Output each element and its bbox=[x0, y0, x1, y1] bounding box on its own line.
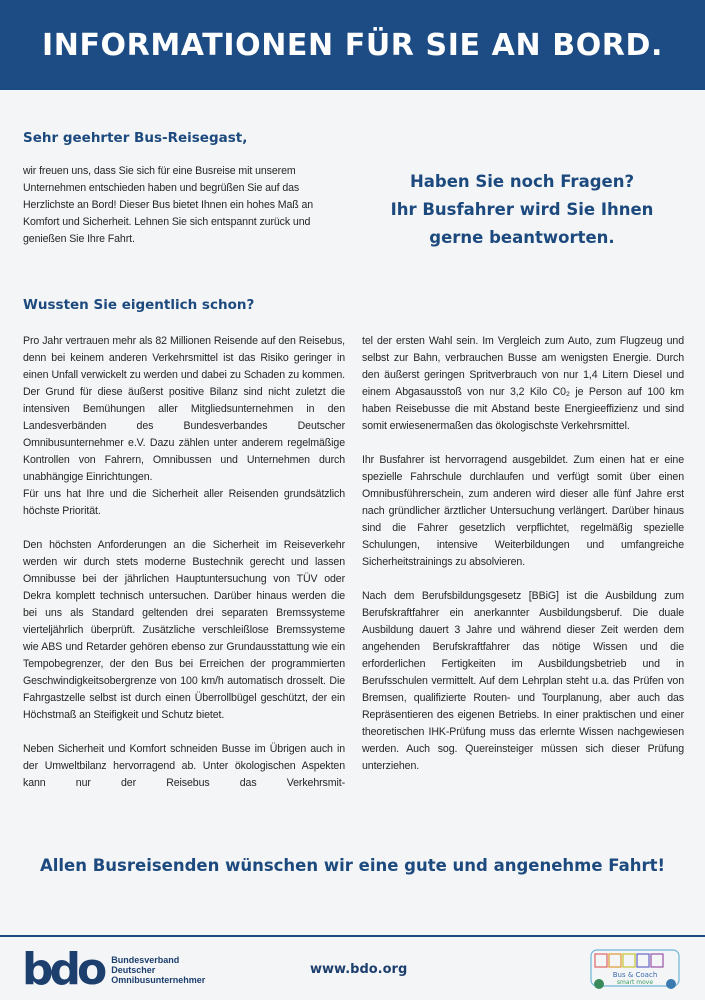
callout-line: Haben Sie noch Fragen? bbox=[409, 172, 635, 191]
questions-callout bbox=[372, 168, 672, 252]
org-name-line: Omnibusunternehmer bbox=[111, 975, 206, 985]
callout-line: Ihr Busfahrer wird Sie Ihnen bbox=[390, 200, 654, 219]
facts-right-column bbox=[362, 333, 684, 775]
page-title: INFORMATIONEN FÜR SIE AN BORD. bbox=[41, 28, 664, 63]
facts-left-column bbox=[23, 333, 345, 792]
footer-divider bbox=[0, 935, 705, 937]
paragraph: Pro Jahr vertrauen mehr als 82 Millionen Reisende auf den Reisebus, denn bei keinem anderen Verkehrsmittel ist das Risiko geringer in einen Unfall verwickelt zu werden und dabei zu Schaden zu kommen. Der Grund für diese äußerst positive Bilanz sind nicht zuletzt die intensiven Bemühungen aller Mitgliedsunternehmen in den Landesverbänden des Bundesverbandes Deutscher Omnibusunternehmer e.V. Dazu zählen unter anderem regelmäßige Kontrollen von Fahrern, Omnibussen und Unternehmen durch unabhängige Einrichtungen. bbox=[23, 335, 345, 483]
paragraph: Den höchsten Anforderungen an die Sicherheit im Reiseverkehr werden wir durch stets moderne Bustechnik gerecht und lassen Omnibusse bei der jährlichen Hauptuntersuchung von TÜV oder Dekra komplett technisch untersuchen. Darüber hinaus werden die bei uns als Standard geltenden drei separaten Bremssysteme vierteljährlich überprüft. Zusätzliche verschleißlose Bremssysteme wie ABS und Retarder gehören ebenso zur Grundausstattung wie ein Tempobegrenzer, der den Bus bei Erreichen der programmierten Geschwindigkeitsobergrenze von 100 km/h automatisch drosselt. Die Fahrgastzelle selbst ist durch einen Überrollbügel geschützt, der ein Höchstmaß an Steifigkeit und Schutz bietet. bbox=[23, 539, 345, 721]
paragraph: Neben Sicherheit und Komfort schneiden Busse im Übrigen auch in der Umweltbilanz hervorragend ab. Unter ökologischen Aspekten kann nur der Reisebus das Verkehrsmit- bbox=[23, 743, 345, 789]
paragraph: Für uns hat Ihre und die Sicherheit aller Reisenden grundsätzlich höchste Priorität. bbox=[23, 488, 345, 517]
greeting-paragraph: wir freuen uns, dass Sie sich für eine Busreise mit unserem Unternehmen entschieden haben und begrüßen Sie auf das Herzlichste an Bord! Dieser Bus bietet Ihnen ein hohes Maß an Komfort und Sicherheit. Lehnen Sie sich entspannt zurück und genießen Sie Ihre Fahrt. bbox=[23, 165, 314, 245]
callout-line: gerne beantworten. bbox=[429, 228, 615, 247]
badge-text: Bus & Coach bbox=[612, 971, 658, 979]
paragraph: Nach dem Berufsbildungsgesetz [BBiG] ist die Ausbildung zum Berufskraftfahrer ein anerkannter Ausbildungsberuf. Die duale Ausbildung dauert 3 Jahre und während dieser Zeit werden dem angehenden Berufskraftfahrer das nötige Wissen und die erforderlichen Fertigkeiten im Ausbildungsbetrieb und in Berufsschulen vermittelt. Auf dem Lehrplan steht u.a. das Prüfen von Bremsen, qualifizierte Routen- und Tourplanung, aber auch das Repräsentieren des eigenen Betriebs. In einer praktischen und einer theoretischen IHK-Prüfung muss das erlernte Wissen nachgewiesen werden. Auch sog. Quereinsteiger müssen sich dieser Prüfung unterziehen. bbox=[362, 590, 684, 772]
bdo-logo bbox=[22, 944, 206, 995]
paragraph: tel der ersten Wahl sein. Im Vergleich zum Auto, zum Flugzeug und selbst zur Bahn, verbrauchen Busse am wenigsten Energie. Durch den äußerst geringen Spritverbrauch von nur 1,4 Litern Diesel und einem Abgasausstoß von nur 3,2 Kilo C0₂ je Person auf 100 km haben Reisebusse die mit Abstand beste Energieeffizienz und sind somit erwiesenermaßen das ökologischste Verkehrsmittel. bbox=[362, 335, 684, 432]
greeting-heading: Sehr geehrter Bus-Reisegast, bbox=[23, 130, 248, 146]
logo-mark: bdo bbox=[22, 944, 104, 995]
org-name-line: Deutscher bbox=[111, 965, 156, 975]
org-name-line: Bundesverband bbox=[111, 955, 180, 965]
badge-text: smart move bbox=[616, 979, 654, 986]
org-name bbox=[111, 955, 205, 985]
website-link[interactable]: www.bdo.org bbox=[310, 962, 408, 977]
header-banner bbox=[0, 0, 705, 90]
facts-heading: Wussten Sie eigentlich schon? bbox=[23, 297, 255, 313]
greeting-text bbox=[23, 163, 345, 248]
paragraph: Ihr Busfahrer ist hervorragend ausgebildet. Zum einen hat er eine spezielle Fahrschule durchlaufen und verfügt somit über einen Omnibusführerschein, zum anderen wird dieser alle fünf Jahre erst nach gründlicher ärztlicher Untersuchung verlängert. Darüber hinaus sind die Fahrer gesetzlich verpflichtet, regelmäßig spezielle Schulungen, intensive Weiterbildungen und umfangreiche Sicherheitstrainings zu absolvieren. bbox=[362, 454, 684, 568]
bus-coach-smart-move-logo bbox=[585, 946, 685, 992]
closing-message: Allen Busreisenden wünschen wir eine gute und angenehme Fahrt! bbox=[39, 856, 666, 875]
